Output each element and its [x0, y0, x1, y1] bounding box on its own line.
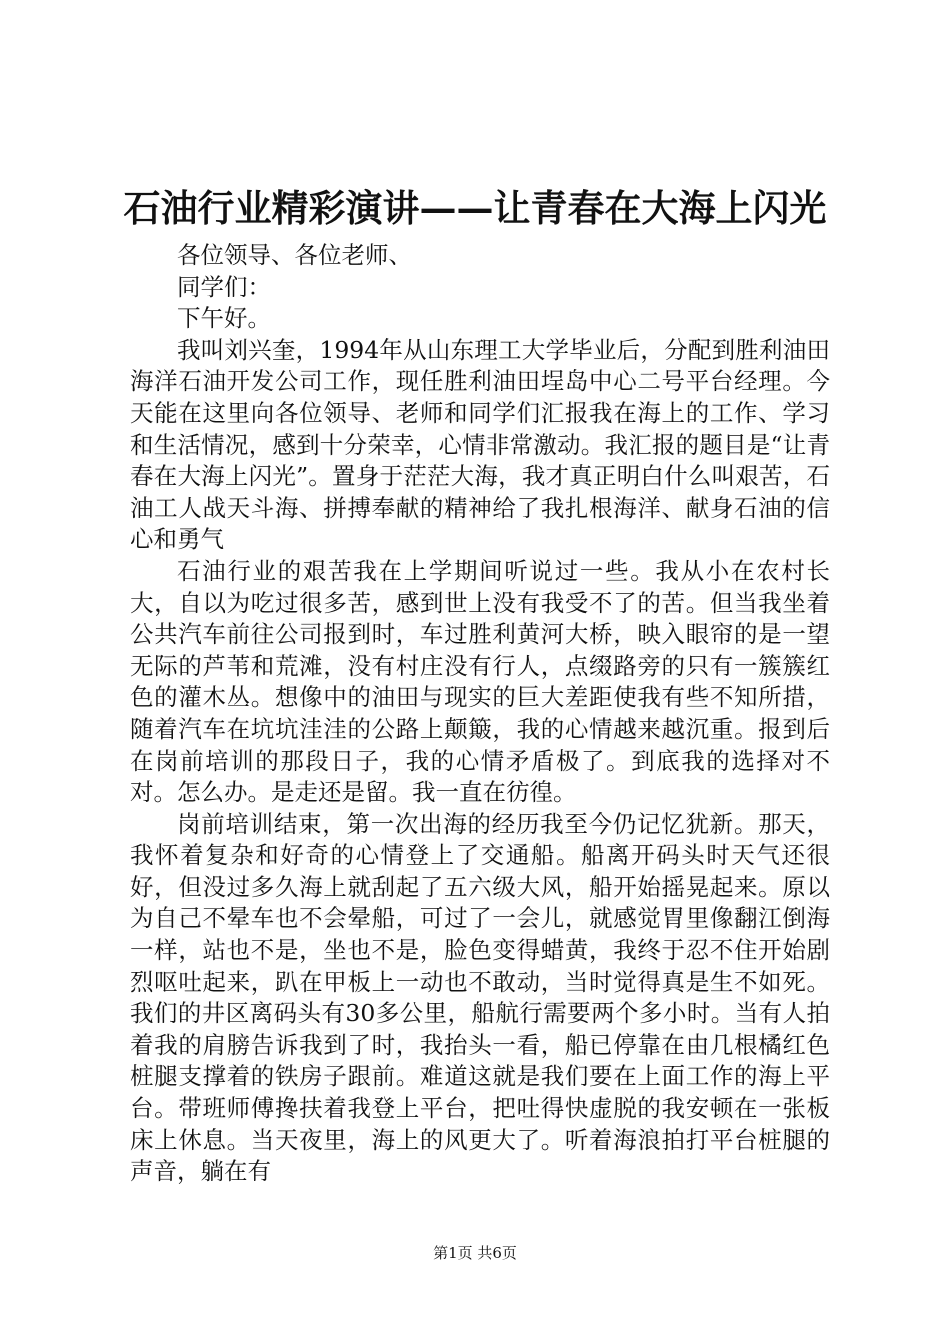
body-paragraph: 我叫刘兴奎，1994年从山东理工大学毕业后，分配到胜利油田海洋石油开发公司工作，现任胜利油田埕岛中心二号平台经理。今天能在这里向各位领导、老师和同学们汇报我在海上的工作、学习和生活情况，感到十分荣幸，心情非常激动。我汇报的题目是“让青春在大海上闪光”。置身于茫茫大海，我才真正明白什么叫艰苦，石油工人战天斗海、拼搏奉献的精神给了我扎根海洋、献身石油的信心和勇气	[130, 335, 830, 554]
page-footer: 第1页 共6页	[433, 1244, 517, 1262]
salutation-line-1: 各位领导、各位老师、	[177, 241, 412, 269]
body-paragraph: 岗前培训结束，第一次出海的经历我至今仍记忆犹新。那天，我怀着复杂和好奇的心情登上了交通船。船离开码头时天气还很好，但没过多久海上就刮起了五六级大风，船开始摇晃起来。原以为自己不晕车也不会晕船，可过了一会儿，就感觉胃里像翻江倒海一样，站也不是，坐也不是，脸色变得蜡黄，我终于忍不住开始剧烈呕吐起来，趴在甲板上一动也不敢动，当时觉得真是生不如死。我们的井区离码头有30多公里，船航行需要两个多小时。当有人拍着我的肩膀告诉我到了时，我抬头一看，船已停靠在由几根橘红色桩腿支撑着的铁房子跟前。难道这就是我们要在上面工作的海上平台。带班师傅搀扶着我登上平台，把吐得快虚脱的我安顿在一张板床上休息。当天夜里，海上的风更大了。听着海浪拍打平台桩腿的声音，躺在有	[130, 809, 830, 1186]
document-title: 石油行业精彩演讲——让青春在大海上闪光	[123, 186, 827, 230]
greeting-line: 下午好。	[177, 304, 271, 333]
body-paragraph: 石油行业的艰苦我在上学期间听说过一些。我从小在农村长大，自以为吃过很多苦，感到世上没有我受不了的苦。但当我坐着公共汽车前往公司报到时，车过胜利黄河大桥，映入眼帘的是一望无际的芦苇和荒滩，没有村庄没有行人，点缀路旁的只有一簇簇红色的灌木丛。想像中的油田与现实的巨大差距使我有些不知所措，随着汽车在坑坑洼洼的公路上颠簸，我的心情越来越沉重。报到后在岗前培训的那段日子，我的心情矛盾极了。到底我的选择对不对。怎么办。是走还是留。我一直在彷徨。	[130, 556, 830, 807]
salutation-line-2: 同学们：	[177, 272, 271, 301]
document-body	[130, 240, 830, 1188]
